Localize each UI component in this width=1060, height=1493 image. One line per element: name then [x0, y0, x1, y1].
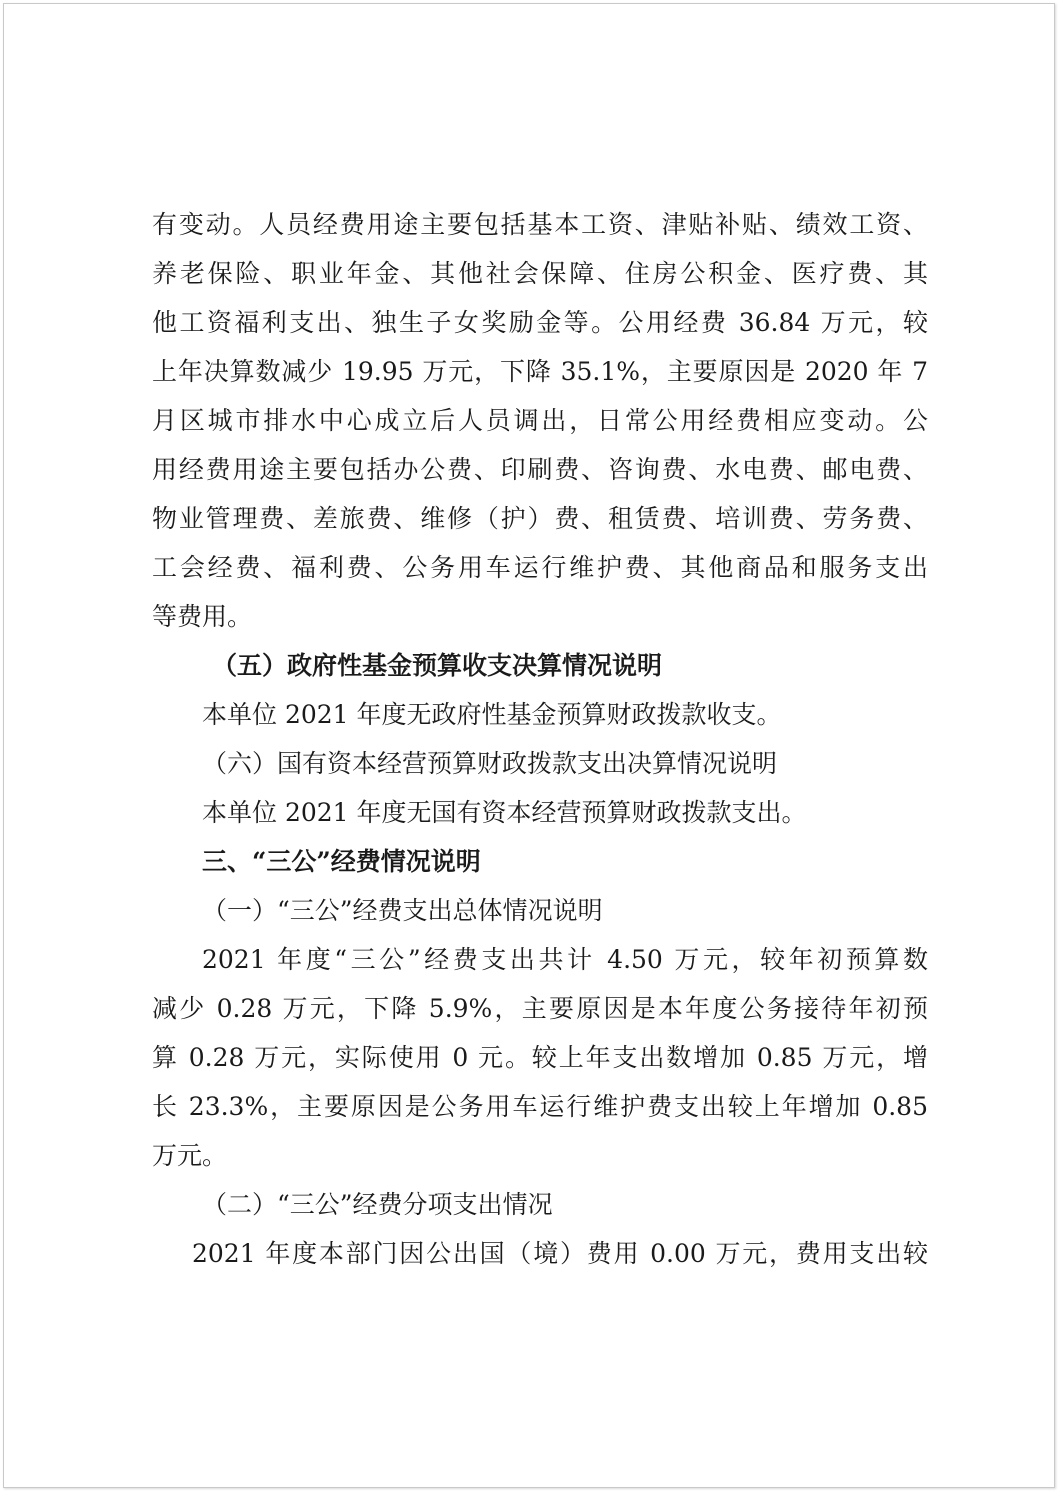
body-text-line: 有变动。人员经费用途主要包括基本工资、津贴补贴、绩效工资、	[152, 210, 928, 239]
body-text-line: 本单位 2021 年度无国有资本经营预算财政拨款支出。	[202, 798, 807, 827]
body-text-line: 万元。	[152, 1141, 228, 1170]
body-text-line: 算 0.28 万元，实际使用 0 元。较上年支出数增加 0.85 万元，增	[152, 1043, 928, 1072]
body-text-line: 上年决算数减少 19.95 万元，下降 35.1%，主要原因是 2020 年 7	[152, 357, 928, 386]
section-heading-6: （六）国有资本经营预算财政拨款支出决算情况说明	[202, 749, 778, 778]
body-text-line: 2021 年度“三公”经费支出共计 4.50 万元，较年初预算数	[202, 945, 928, 974]
body-text-line: 养老保险、职业年金、其他社会保障、住房公积金、医疗费、其	[152, 259, 928, 288]
body-text-line: 等费用。	[152, 602, 253, 631]
body-text-line: 本单位 2021 年度无政府性基金预算财政拨款收支。	[202, 700, 782, 729]
body-text-line: 物业管理费、差旅费、维修（护）费、租赁费、培训费、劳务费、	[152, 504, 928, 533]
body-text-line: 月区城市排水中心成立后人员调出，日常公用经费相应变动。公	[152, 406, 928, 435]
section-heading-5: （五）政府性基金预算收支决算情况说明	[212, 651, 663, 680]
body-text-line: 工会经费、福利费、公务用车运行维护费、其他商品和服务支出	[152, 553, 928, 582]
chapter-heading: 三、“三公”经费情况说明	[202, 847, 481, 876]
page-frame	[3, 3, 1055, 1488]
body-text-line: 2021 年度本部门因公出国（境）费用 0.00 万元，费用支出较	[192, 1239, 928, 1268]
body-text-line: 用经费用途主要包括办公费、印刷费、咨询费、水电费、邮电费、	[152, 455, 928, 484]
subsection-heading-1: （一）“三公”经费支出总体情况说明	[202, 896, 603, 925]
subsection-heading-2: （二）“三公”经费分项支出情况	[202, 1190, 553, 1219]
body-text-line: 减少 0.28 万元，下降 5.9%，主要原因是本年度公务接待年初预	[152, 994, 928, 1023]
body-text-line: 长 23.3%，主要原因是公务用车运行维护费支出较上年增加 0.85	[152, 1092, 928, 1121]
body-text-line: 他工资福利支出、独生子女奖励金等。公用经费 36.84 万元，较	[152, 308, 928, 337]
